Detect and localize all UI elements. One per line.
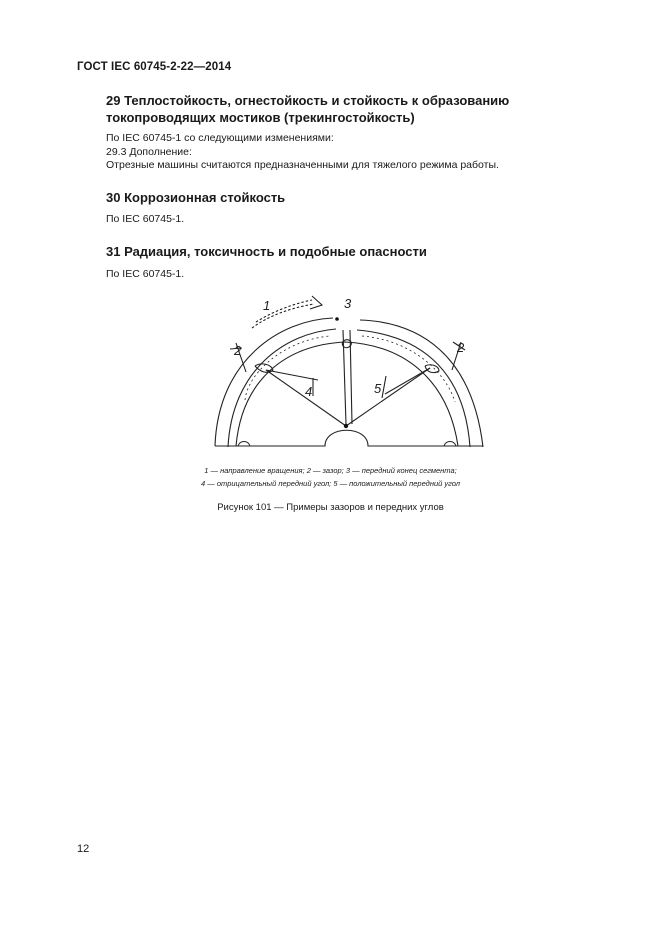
label-2-left: 2: [234, 343, 242, 358]
section-29-heading-line2: токопроводящих мостиков (трекингостойкость): [106, 110, 415, 125]
label-3: 3: [344, 296, 352, 311]
disk-baseline: [215, 430, 483, 446]
section-30-heading: 30 Коррозионная стойкость: [106, 190, 286, 205]
figure-101-drawing: [0, 290, 661, 460]
figure-legend-line2: 4 — отрицательный передний угол; 5 — положительный передний угол: [201, 479, 460, 488]
section-29-text-line1: По IEC 60745-1 со следующими изменениями:: [106, 132, 334, 144]
figure-legend-line1: 1 — направление вращения; 2 — зазор; 3 — передний конец сегмента;: [204, 466, 457, 475]
section-29-text-line2: 29.3 Дополнение:: [106, 146, 192, 158]
section-31-text: По IEC 60745-1.: [106, 268, 185, 280]
label-5: 5: [374, 381, 382, 396]
section-31-heading: 31 Радиация, токсичность и подобные опасности: [106, 244, 427, 259]
angle-line-right: [346, 368, 430, 426]
right-tooth: [425, 365, 439, 373]
section-29-heading-line1: 29 Теплостойкость, огнестойкость и стойкость к образованию: [106, 93, 510, 108]
label-1: 1: [263, 298, 271, 313]
page-number: 12: [77, 843, 90, 855]
label-4: 4: [305, 384, 313, 399]
rim-outer-left: [215, 318, 333, 446]
rim-inner-left: [228, 329, 336, 447]
section-30-text: По IEC 60745-1.: [106, 213, 185, 225]
label-2-right: 2: [457, 340, 465, 355]
center-line: [343, 330, 346, 424]
figure-caption: Рисунок 101 — Примеры зазоров и передних углов: [217, 502, 444, 513]
section-29-text-line3: Отрезные машины считаются предназначенными для тяжелого режима работы.: [106, 159, 499, 171]
document-header: ГОСТ IEC 60745-2-22—2014: [77, 61, 232, 73]
